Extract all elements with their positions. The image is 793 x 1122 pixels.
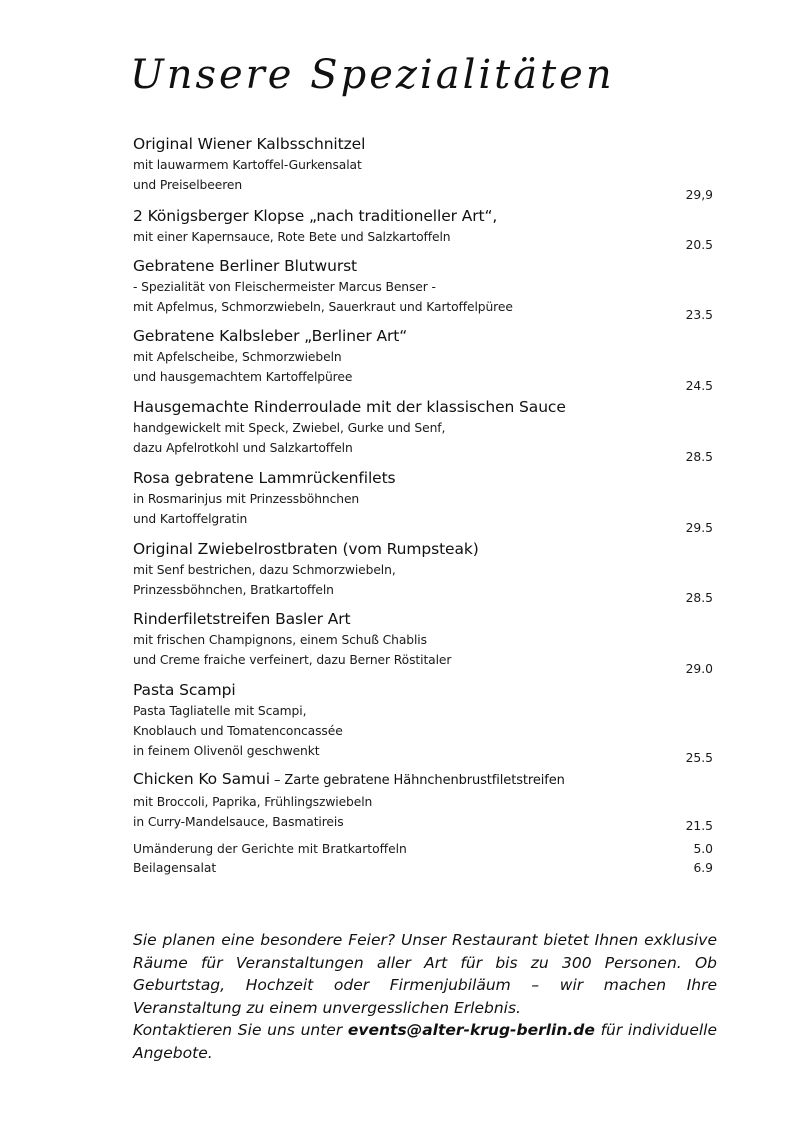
dish-description: Prinzessböhnchen, Bratkartoffeln — [133, 583, 334, 597]
dish-name: Original Wiener Kalbsschnitzel — [133, 135, 366, 153]
dish-name: 2 Königsberger Klopse „nach traditioneller Art“, — [133, 207, 498, 225]
notice-text: Sie planen eine besondere Feier? Unser Restaurant bietet Ihnen exklusive Räume für Veranstaltungen aller Art für bis zu 300 Personen. Ob Geburtstag, Hochzeit oder Firmenjubiläum – wir machen Ihre Veranstaltung zu einem unvergesslichen Erlebnis. — [133, 931, 717, 1017]
dish-price: 29.5 — [685, 521, 713, 535]
contact-email-link[interactable]: events@alter-krug-berlin.de — [347, 1021, 595, 1039]
menu-item — [133, 205, 713, 255]
dish-price: 25.5 — [685, 751, 713, 765]
dish-price: 21.5 — [685, 819, 713, 833]
dish-description: mit frischen Champignons, einem Schuß Chablis — [133, 633, 427, 647]
extra-label: Beilagensalat — [133, 861, 217, 875]
dish-list — [133, 133, 713, 836]
menu-item — [133, 255, 713, 325]
dish-name: Original Zwiebelrostbraten (vom Rumpsteak) — [133, 540, 479, 558]
dish-name: Gebratene Kalbsleber „Berliner Art“ — [133, 327, 408, 345]
dish-description: mit Apfelscheibe, Schmorzwiebeln — [133, 350, 342, 364]
dish-description: in Curry-Mandelsauce, Basmatireis — [133, 815, 344, 829]
dish-price: 28.5 — [685, 591, 713, 605]
dish-description: Pasta Tagliatelle mit Scampi, — [133, 704, 307, 718]
dish-price: 28.5 — [685, 450, 713, 464]
dish-name: Pasta Scampi — [133, 681, 236, 699]
dish-description: handgewickelt mit Speck, Zwiebel, Gurke und Senf, — [133, 421, 446, 435]
extra-label: Umänderung der Gerichte mit Bratkartoffeln — [133, 842, 407, 856]
extra-price: 6.9 — [693, 861, 713, 875]
dish-price: 29,9 — [685, 188, 713, 202]
dish-description: und Preiselbeeren — [133, 178, 243, 192]
event-notice — [133, 929, 717, 1064]
menu-item — [133, 768, 713, 836]
extras-list — [133, 840, 713, 878]
dish-subtitle: – Zarte gebratene Hähnchenbrustfiletstreifen — [269, 773, 565, 788]
dish-name — [133, 768, 713, 792]
dish-description: mit einer Kapernsauce, Rote Bete und Salzkartoffeln — [133, 230, 451, 244]
menu-item — [133, 679, 713, 768]
extra-item — [133, 840, 713, 859]
dish-description: Knoblauch und Tomatenconcassée — [133, 724, 343, 738]
dish-description: in feinem Olivenöl geschwenkt — [133, 744, 320, 758]
dish-description: mit lauwarmem Kartoffel-Gurkensalat — [133, 158, 362, 172]
menu-item — [133, 538, 713, 608]
dish-description: in Rosmarinjus mit Prinzessböhnchen — [133, 492, 360, 506]
extra-item — [133, 859, 713, 878]
dish-description: und hausgemachtem Kartoffelpüree — [133, 370, 353, 384]
dish-description: - Spezialität von Fleischermeister Marcus Benser - — [133, 280, 436, 294]
dish-description: dazu Apfelrotkohl und Salzkartoffeln — [133, 441, 353, 455]
dish-description: mit Apfelmus, Schmorzwiebeln, Sauerkraut und Kartoffelpüree — [133, 300, 513, 314]
menu-item — [133, 396, 713, 467]
dish-price: 24.5 — [685, 379, 713, 393]
dish-price: 20.5 — [685, 238, 713, 252]
dish-name: Gebratene Berliner Blutwurst — [133, 257, 358, 275]
dish-description: und Creme fraiche verfeinert, dazu Berner Röstitaler — [133, 653, 452, 667]
contact-prefix: Kontaktieren Sie uns unter — [133, 1021, 348, 1039]
dish-price: 29.0 — [685, 662, 713, 676]
dish-description: mit Senf bestrichen, dazu Schmorzwiebeln, — [133, 563, 396, 577]
menu-item — [133, 467, 713, 538]
dish-name: Rosa gebratene Lammrückenfilets — [133, 469, 396, 487]
dish-name-main: Chicken Ko Samui — [133, 770, 270, 788]
contact-suffix: für individuelle Angebote. — [133, 1021, 718, 1062]
extra-price: 5.0 — [693, 842, 713, 856]
dish-description: und Kartoffelgratin — [133, 512, 248, 526]
dish-price: 23.5 — [685, 308, 713, 322]
page-title: Unsere Spezialitäten — [130, 52, 615, 98]
dish-name: Rinderfiletstreifen Basler Art — [133, 610, 351, 628]
dish-name: Hausgemachte Rinderroulade mit der klassischen Sauce — [133, 398, 566, 416]
menu-item — [133, 133, 713, 205]
menu-item — [133, 608, 713, 679]
menu-item — [133, 325, 713, 396]
dish-description: mit Broccoli, Paprika, Frühlingszwiebeln — [133, 795, 373, 809]
